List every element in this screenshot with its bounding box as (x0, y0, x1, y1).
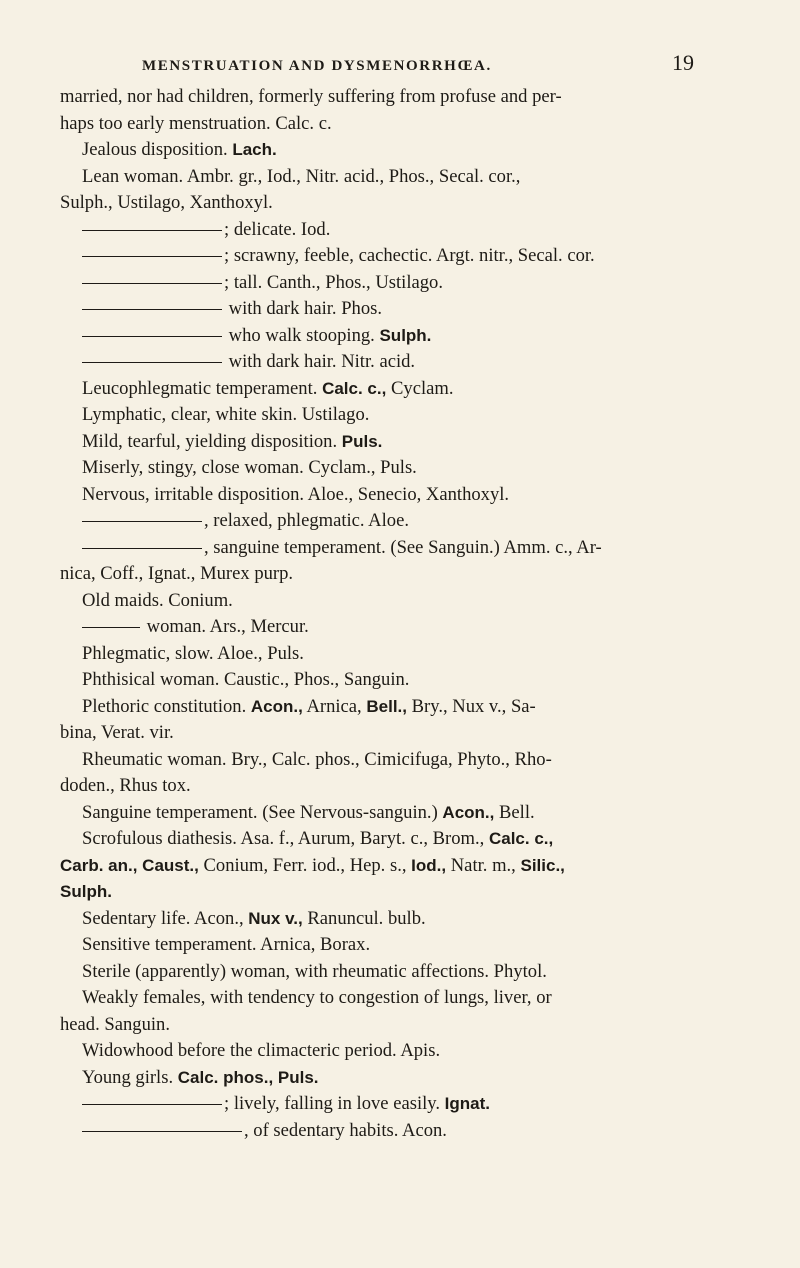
text-segment: Cyclam. (386, 377, 454, 399)
text-segment: Young girls. (82, 1066, 178, 1088)
text-segment: with dark hair. Phos. (224, 298, 383, 319)
text-segment: Bell. (494, 801, 535, 823)
text-line (60, 879, 765, 906)
text-line (60, 694, 765, 721)
remedy-bold: Iod., (411, 855, 447, 875)
text-segment: Jealous disposition. (82, 139, 233, 160)
text-segment: Sedentary life. Acon., (82, 907, 249, 929)
remedy-bold: Bell., (366, 696, 407, 716)
text-segment: , of sedentary habits. Acon. (244, 1119, 447, 1141)
text-line (60, 323, 765, 350)
text-line (60, 137, 765, 164)
text-segment: Mild, tearful, yielding disposition. (82, 430, 342, 452)
text-line (60, 906, 765, 933)
text-line (60, 508, 765, 535)
text-line (60, 455, 765, 482)
text-line (60, 217, 765, 244)
text-line (60, 826, 765, 853)
text-segment: Lean woman. Ambr. gr., Iod., Nitr. acid., Phos., Secal. cor., (82, 165, 521, 187)
text-segment: Sensitive temperament. Arnica, Borax. (82, 934, 371, 955)
page-body (60, 84, 765, 1144)
text-line (60, 84, 765, 111)
ditto-dash (82, 627, 140, 628)
text-segment: head. Sanguin. (60, 1013, 170, 1035)
text-line (60, 561, 765, 588)
text-line (60, 932, 765, 959)
text-segment: nica, Coff., Ignat., Murex purp. (60, 563, 294, 584)
remedy-bold: Acon., (442, 802, 495, 822)
text-line (60, 429, 765, 456)
text-line (60, 588, 765, 615)
text-line (60, 376, 765, 403)
text-segment: Lymphatic, clear, white skin. Ustilago. (82, 404, 370, 425)
ditto-dash (82, 283, 222, 284)
remedy-bold: Acon., (250, 696, 303, 716)
text-segment: bina, Verat. vir. (60, 722, 174, 743)
text-line (60, 747, 765, 774)
text-segment: Phlegmatic, slow. Aloe., Puls. (82, 642, 304, 664)
ditto-dash (82, 521, 202, 522)
text-segment: Plethoric constitution. (82, 695, 251, 717)
ditto-dash (82, 548, 202, 549)
text-segment: Natr. m., (446, 854, 521, 876)
ditto-dash (82, 1131, 242, 1132)
text-line (60, 800, 765, 827)
text-segment: ; lively, falling in love easily. (224, 1093, 445, 1114)
text-line (60, 773, 765, 800)
ditto-dash (82, 256, 222, 257)
text-segment: ; scrawny, feeble, cachectic. Argt. nitr., Secal. cor. (224, 245, 595, 266)
ditto-dash (82, 336, 222, 337)
ditto-dash (82, 1104, 222, 1105)
text-line (60, 985, 765, 1012)
page-number: 19 (672, 50, 694, 75)
text-segment: Bry., Nux v., Sa- (406, 695, 536, 717)
text-segment: who walk stooping. (224, 324, 380, 346)
remedy-bold: Sulph. (379, 325, 432, 345)
text-line (60, 959, 765, 986)
text-line (60, 164, 765, 191)
text-line (60, 1065, 765, 1092)
text-line (60, 111, 765, 138)
text-segment: married, nor had children, formerly suffering from profuse and per- (60, 86, 562, 107)
text-line (60, 1118, 765, 1145)
text-line (60, 402, 765, 429)
text-segment: ; tall. Canth., Phos., Ustilago. (224, 271, 443, 293)
text-segment: with dark hair. Nitr. acid. (224, 351, 416, 372)
text-line (60, 296, 765, 323)
text-line (60, 720, 765, 747)
text-segment: Weakly females, with tendency to congestion of lungs, liver, or (82, 987, 552, 1008)
text-line (60, 349, 765, 376)
text-segment: Sterile (apparently) woman, with rheumatic affections. Phytol. (82, 960, 547, 982)
text-segment: Ranuncul. bulb. (302, 907, 426, 929)
text-segment: woman. Ars., Mercur. (142, 616, 309, 637)
remedy-bold: Calc. c., (488, 829, 554, 848)
remedy-bold: Calc. c., (322, 378, 387, 398)
remedy-bold: Nux v., (248, 908, 303, 928)
text-segment: Nervous, irritable disposition. Aloe., Senecio, Xanthoxyl. (82, 483, 510, 505)
text-segment: Conium, Ferr. iod., Hep. s., (198, 854, 412, 876)
text-segment: Arnica, (302, 695, 367, 717)
text-line (60, 1091, 765, 1118)
text-segment: Old maids. Conium. (82, 589, 233, 611)
text-segment: doden., Rhus tox. (60, 775, 191, 796)
text-segment: Miserly, stingy, close woman. Cyclam., Puls. (82, 457, 417, 478)
text-segment: , sanguine temperament. (See Sanguin.) Amm. c., Ar- (204, 536, 602, 558)
text-line (60, 667, 765, 694)
remedy-bold: Sulph. (60, 882, 112, 901)
text-segment: Rheumatic woman. Bry., Calc. phos., Cimicifuga, Phyto., Rho- (82, 748, 552, 770)
text-line (60, 641, 765, 668)
remedy-bold: Silic., (520, 855, 565, 875)
remedy-bold: Lach. (232, 140, 277, 159)
text-segment: Leucophlegmatic temperament. (82, 377, 323, 399)
text-segment: , relaxed, phlegmatic. Aloe. (204, 510, 409, 531)
text-line (60, 853, 765, 880)
text-segment: Sanguine temperament. (See Nervous-sanguin.) (82, 801, 443, 823)
text-segment: haps too early menstruation. Calc. c. (60, 112, 332, 134)
text-line (60, 1012, 765, 1039)
remedy-bold: Puls. (341, 431, 383, 451)
ditto-dash (82, 309, 222, 310)
ditto-dash (82, 362, 222, 363)
remedy-bold: Calc. phos., Puls. (177, 1067, 319, 1087)
page-header (60, 50, 800, 78)
text-segment: Scrofulous diathesis. Asa. f., Aurum, Baryt. c., Brom., (82, 828, 489, 849)
text-segment: Sulph., Ustilago, Xanthoxyl. (60, 192, 273, 213)
text-segment: Phthisical woman. Caustic., Phos., Sanguin. (82, 669, 410, 690)
text-line (60, 243, 765, 270)
text-line (60, 535, 765, 562)
text-line (60, 482, 765, 509)
running-head: MENSTRUATION AND DYSMENORRHŒA. (142, 58, 492, 74)
text-line (60, 270, 765, 297)
text-line (60, 614, 765, 641)
text-segment: Widowhood before the climacteric period. Apis. (82, 1040, 441, 1061)
text-segment: ; delicate. Iod. (224, 218, 331, 240)
ditto-dash (82, 230, 222, 231)
text-line (60, 1038, 765, 1065)
remedy-bold: Ignat. (444, 1094, 491, 1113)
remedy-bold: Carb. an., Caust., (60, 855, 199, 875)
text-line (60, 190, 765, 217)
